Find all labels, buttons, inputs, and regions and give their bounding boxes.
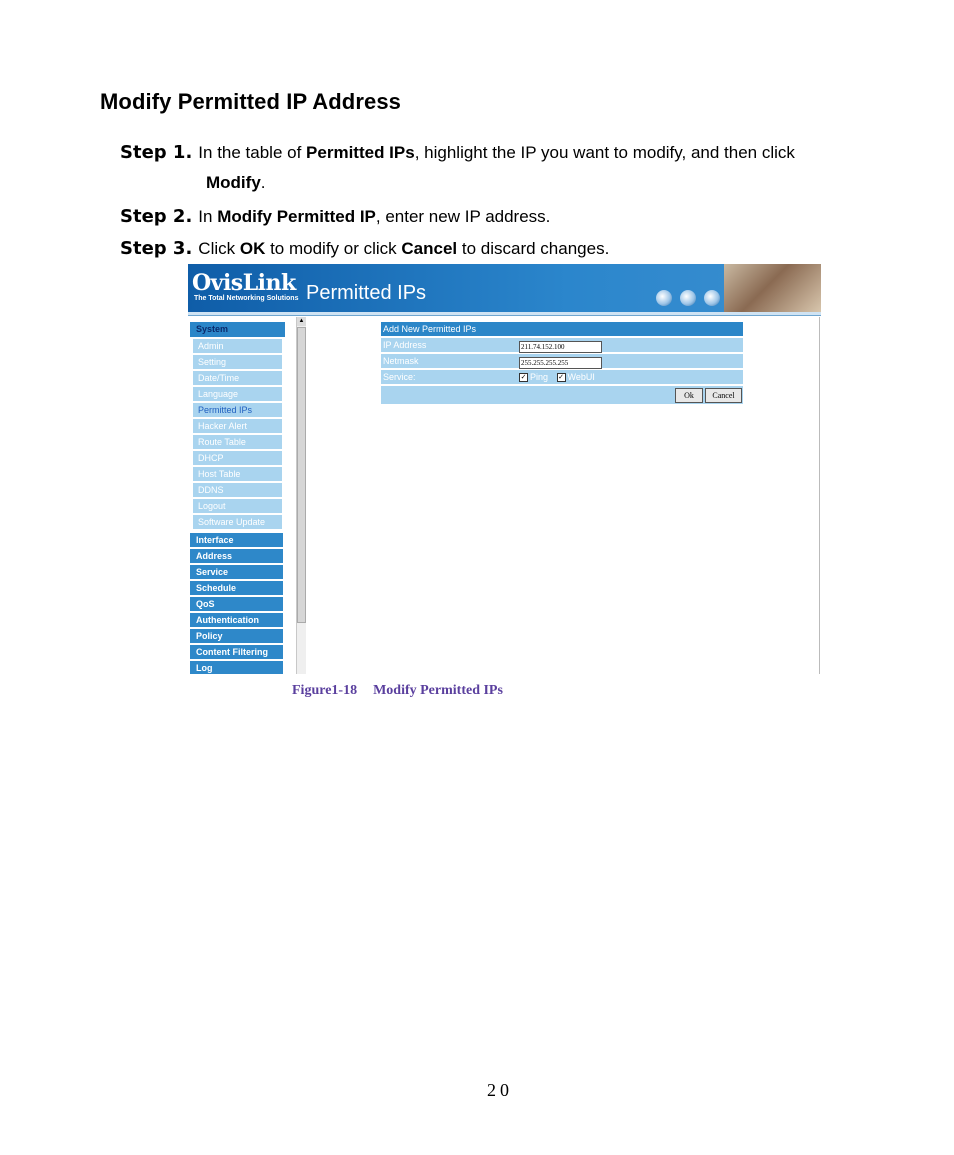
sidebar-subitem[interactable]: Admin <box>193 339 282 353</box>
sidebar-item[interactable]: QoS <box>190 597 283 611</box>
ping-label: Ping <box>530 372 549 382</box>
section-heading: Modify Permitted IP Address <box>100 89 401 114</box>
sidebar-subitem[interactable]: Date/Time <box>193 371 282 385</box>
step-text: In <box>198 207 218 226</box>
step-1 <box>120 138 900 198</box>
sidebar-subitem[interactable]: Language <box>193 387 282 401</box>
step-label: Step 3. <box>120 238 193 259</box>
netmask-label: Netmask <box>383 356 419 366</box>
sidebar-item[interactable]: Content Filtering <box>190 645 283 659</box>
sidebar-subitem[interactable]: DDNS <box>193 483 282 497</box>
step-text: , highlight the IP you want to modify, and then click <box>414 143 795 162</box>
step-2 <box>120 202 900 232</box>
webui-label: WebUI <box>567 372 595 382</box>
scrollbar-thumb[interactable] <box>297 327 306 623</box>
ip-address-label: IP Address <box>383 340 427 350</box>
figure-number: Figure1-18 <box>292 683 358 698</box>
button-row <box>381 386 743 404</box>
sidebar <box>190 322 285 674</box>
header-divider <box>188 312 821 316</box>
form-header <box>381 322 743 336</box>
scroll-up-arrow-icon[interactable]: ▲ <box>298 318 305 324</box>
service-label: Service: <box>383 372 416 382</box>
header-banner <box>188 264 821 312</box>
sidebar-section-system[interactable]: System <box>190 322 285 337</box>
service-row <box>381 370 743 384</box>
ip-address-input[interactable]: 211.74.152.100 <box>519 341 602 353</box>
webui-checkbox[interactable]: ✓ <box>558 374 564 382</box>
sidebar-item[interactable]: Interface <box>190 533 283 547</box>
globe-icon <box>704 290 720 306</box>
step-bold: Permitted IPs <box>306 143 415 162</box>
step-text: , enter new IP address. <box>375 207 551 226</box>
sidebar-subitem[interactable]: Route Table <box>193 435 282 449</box>
globe-icons <box>656 290 728 311</box>
cancel-button[interactable]: Cancel <box>705 388 742 403</box>
banner-photo <box>724 264 821 312</box>
sidebar-subitem[interactable]: Software Update <box>193 515 282 529</box>
sidebar-subitem[interactable]: Setting <box>193 355 282 369</box>
step-3 <box>120 234 900 264</box>
step-text: Click <box>198 239 240 258</box>
screenshot-figure <box>188 264 821 674</box>
page-title: Permitted IPs <box>306 282 427 304</box>
frame-border <box>819 317 820 674</box>
globe-icon <box>680 290 696 306</box>
permitted-ip-form <box>381 322 743 404</box>
sidebar-subitem[interactable]: Permitted IPs <box>193 403 282 417</box>
sidebar-subitem[interactable]: Hacker Alert <box>193 419 282 433</box>
ok-button[interactable]: Ok <box>675 388 703 403</box>
sidebar-item[interactable]: Log <box>190 661 283 674</box>
figure-title: Modify Permitted IPs <box>373 683 503 698</box>
step-label: Step 1. <box>120 142 193 163</box>
ip-address-row <box>381 338 743 352</box>
sidebar-item[interactable]: Service <box>190 565 283 579</box>
step-text: In the table of <box>198 143 307 162</box>
netmask-input[interactable]: 255.255.255.255 <box>519 357 602 369</box>
brand-tagline: The Total Networking Solutions <box>194 295 299 302</box>
step-text: . <box>260 173 266 192</box>
step-bold: Cancel <box>401 239 458 258</box>
step-text: to discard changes. <box>457 239 610 258</box>
sidebar-subitem[interactable]: DHCP <box>193 451 282 465</box>
step-text: to modify or click <box>265 239 402 258</box>
step-bold: Modify Permitted IP <box>217 207 376 226</box>
step-bold: OK <box>239 239 266 258</box>
sidebar-subitem[interactable]: Host Table <box>193 467 282 481</box>
globe-icon <box>656 290 672 306</box>
form-header-label: Add New Permitted IPs <box>383 324 477 334</box>
sidebar-item[interactable]: Schedule <box>190 581 283 595</box>
netmask-row <box>381 354 743 368</box>
sidebar-item[interactable]: Authentication <box>190 613 283 627</box>
scrollbar[interactable] <box>296 317 306 674</box>
sidebar-item[interactable]: Policy <box>190 629 283 643</box>
brand-logo: OvisLink <box>192 270 296 296</box>
step-bold: Modify <box>206 173 261 192</box>
sidebar-item[interactable]: Address <box>190 549 283 563</box>
ping-checkbox[interactable]: ✓ <box>520 374 527 382</box>
figure-caption <box>292 683 503 699</box>
step-label: Step 2. <box>120 206 193 227</box>
sidebar-subitem[interactable]: Logout <box>193 499 282 513</box>
page-number: 20 <box>487 1080 513 1100</box>
